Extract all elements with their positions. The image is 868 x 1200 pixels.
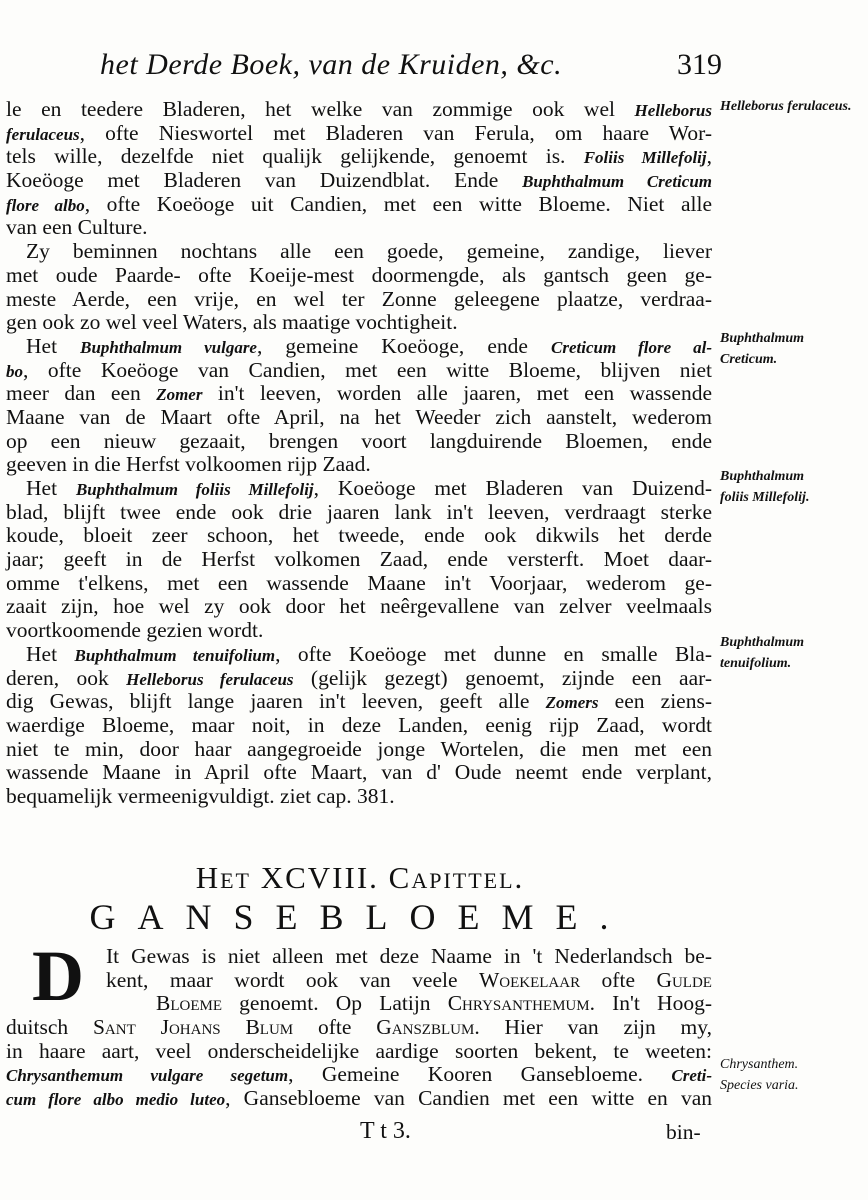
text-segment: , ofte Nieswortel met Bladeren van Ferula, om haare Wor- xyxy=(79,120,712,145)
text-line xyxy=(6,1040,712,1064)
text-segment: le en teedere Bladeren, het welke van zommige ook wel xyxy=(6,97,635,121)
text-line xyxy=(6,572,712,596)
text-segment: Het xyxy=(26,641,75,666)
text-line xyxy=(6,193,712,217)
text-segment: Het xyxy=(26,476,76,500)
text-segment: gen ook zo wel veel Waters, als maatige vochtigheit. xyxy=(6,310,458,335)
text-line xyxy=(6,169,712,193)
chapter-text xyxy=(6,936,712,1111)
text-segment: voortkoomende gezien wordt. xyxy=(6,618,264,643)
text-segment: dig Gewas, blijft lange jaaren in't leeven, geeft alle xyxy=(6,689,546,714)
italic-segment: cum flore albo medio luteo xyxy=(6,1090,226,1110)
text-line xyxy=(6,216,712,240)
text-segment: Het xyxy=(26,333,81,358)
italic-segment: Creti- xyxy=(671,1066,712,1086)
text-segment: zaait zijn, hoe wel zy ook door het neêrgevallene van zelver veelmaals xyxy=(6,594,712,619)
italic-segment: Zomer xyxy=(156,385,203,405)
text-segment: , ofte Koeöoge met dunne en smalle Bla- xyxy=(275,641,712,666)
smallcaps-segment: Gulde xyxy=(656,967,712,992)
text-line xyxy=(6,288,712,312)
text-segment: , Koeöoge met Bladeren van Duizend- xyxy=(313,476,712,500)
smallcaps-segment: Bloeme xyxy=(156,991,222,1016)
margin-note: Helleborus ferulaceus. xyxy=(720,99,852,114)
text-segment: . Hier van zijn my, xyxy=(474,1015,712,1040)
text-line xyxy=(6,643,712,667)
italic-segment: Buphthalmum vulgare xyxy=(80,337,257,357)
text-segment: omme t'elkens, met een wassende Maane in't Voorjaar, wederom ge- xyxy=(6,570,712,595)
text-segment: genoemt. Op Latijn xyxy=(222,991,448,1016)
text-line xyxy=(6,969,712,993)
text-segment: , Gansebloeme van Candien met een witte en van xyxy=(225,1086,712,1111)
text-segment: kent, maar wordt ook van veele xyxy=(106,967,479,992)
text-line xyxy=(6,122,712,146)
text-line xyxy=(6,714,712,738)
smallcaps-segment: Chrysanthemum xyxy=(447,991,590,1016)
margin-note: Buphthalmum Creticum. xyxy=(720,331,805,367)
text-segment: koude, bloeit zeer schoon, het tweede, ende ook dikwils het derde xyxy=(6,523,712,548)
text-line xyxy=(6,524,712,548)
text-line xyxy=(6,501,712,525)
italic-segment: Foliis Millefolij xyxy=(583,148,707,168)
text-line xyxy=(6,761,712,785)
text-line xyxy=(6,311,712,335)
running-header xyxy=(100,48,720,88)
text-segment: waerdige Bloeme, maar noit, in deze Landen, eenig rijp Zaad, wordt xyxy=(6,712,712,737)
text-line xyxy=(6,548,712,572)
text-segment: , xyxy=(706,144,712,169)
text-line xyxy=(6,1087,712,1111)
text-segment: jaar; geeft in de Herfst volkomen Zaad, ende versterft. Moet daar- xyxy=(6,547,712,572)
text-line xyxy=(6,98,712,122)
catchword: bin- xyxy=(666,1120,701,1144)
text-segment: duitsch xyxy=(6,1015,93,1040)
italic-segment: Creticum flore al- xyxy=(551,337,712,357)
text-segment: bequamelijk vermeenigvuldigt. ziet cap. 381. xyxy=(6,783,395,808)
text-segment: ofte xyxy=(293,1015,377,1040)
margin-note: Buphthalmum tenuifolium. xyxy=(720,635,805,671)
margin-note: Buphthalmum foliis Millefolij. xyxy=(720,469,810,505)
text-segment: meste Aerde, een vrije, en wel ter Zonne geleegene plaatze, verdraa- xyxy=(6,286,712,311)
text-segment: It Gewas is niet alleen met deze Naame in 't Nederlandsch be- xyxy=(106,944,712,968)
italic-segment: bo xyxy=(6,361,23,381)
text-line xyxy=(6,264,712,288)
text-line xyxy=(6,945,712,969)
text-segment: , Gemeine Kooren Gansebloeme. xyxy=(288,1062,672,1087)
text-line xyxy=(6,359,712,383)
text-line xyxy=(6,690,712,714)
margin-note: Chrysanthem. Species varia. xyxy=(720,1057,799,1093)
italic-segment: Buphthalmum Creticum xyxy=(522,172,712,192)
text-line xyxy=(6,667,712,691)
italic-segment: Buphthalmum tenuifolium xyxy=(74,645,276,665)
text-segment: wassende Maane in April ofte Maart, van d' Oude neemt ende verplant, xyxy=(6,760,712,785)
text-line xyxy=(6,619,712,643)
text-line xyxy=(6,738,712,762)
italic-segment: Helleborus ferulaceus xyxy=(126,669,294,689)
text-segment: (gelijk gezegt) genoemt, zijnde een aar- xyxy=(293,665,712,690)
text-segment: in haare aart, veel onderscheidelijke aardige soorten bekent, te weeten: xyxy=(6,1038,712,1063)
text-segment: geeven in die Herfst volkoomen rijp Zaad. xyxy=(6,452,371,477)
italic-segment: ferulaceus xyxy=(6,124,80,144)
smallcaps-segment: Ganszblum xyxy=(376,1015,475,1040)
text-segment: , ofte Koeöoge uit Candien, met een witte Bloeme. Niet alle xyxy=(84,191,712,216)
drop-cap: D xyxy=(32,936,84,1016)
text-line xyxy=(6,145,712,169)
text-segment: van een Culture. xyxy=(6,215,148,240)
text-segment: met oude Paarde- ofte Koeije-mest doormengde, als gantsch geen ge- xyxy=(6,262,712,287)
text-line xyxy=(6,453,712,477)
text-line xyxy=(6,240,712,264)
chapter-heading: Het XCVIII. Capittel. xyxy=(195,860,525,895)
chapter-title: GANSEBLOEME. xyxy=(89,897,631,937)
text-segment: , gemeine Koeöoge, ende xyxy=(256,333,552,358)
text-segment: een ziens- xyxy=(598,689,713,714)
text-segment: deren, ook xyxy=(6,665,127,690)
running-title: het Derde Boek, van de Kruiden, &c. xyxy=(100,48,563,81)
text-segment: op een nieuw gezaait, brengen voort langduirende Bloemen, ende xyxy=(6,428,712,453)
signature-mark: T t 3. xyxy=(360,1118,411,1144)
page-number: 319 xyxy=(677,48,722,81)
text-segment: niet te min, door haar aangegroeide jonge Wortelen, die men met een xyxy=(6,736,712,761)
text-line xyxy=(6,1063,712,1087)
text-line xyxy=(6,785,712,809)
text-line xyxy=(6,382,712,406)
text-segment: Maane van de Maart ofte April, na het Weeder zich aanstelt, wederom xyxy=(6,404,712,429)
text-line xyxy=(6,595,712,619)
text-segment: Koeöoge met Bladeren van Duizendblat. Ende xyxy=(6,168,523,193)
text-line xyxy=(6,477,712,501)
text-line xyxy=(6,406,712,430)
italic-segment: flore albo xyxy=(6,195,85,215)
text-segment: . In't Hoog- xyxy=(589,991,712,1016)
text-segment: tels wille, dezelfde niet qualijk gelijkende, genoemt is. xyxy=(6,144,584,169)
text-line xyxy=(6,1016,712,1040)
text-segment: Zy beminnen nochtans alle een goede, gemeine, zandige, liever xyxy=(26,239,712,264)
main-text xyxy=(6,98,712,809)
smallcaps-segment: Woekelaar xyxy=(478,967,581,992)
italic-segment: Zomers xyxy=(545,693,599,713)
text-line xyxy=(6,992,712,1016)
text-segment: blad, blijft twee ende ook drie jaaren lank in't leeven, verdraagt sterke xyxy=(6,499,712,524)
text-segment: meer dan een xyxy=(6,381,157,406)
text-line xyxy=(6,335,712,359)
italic-segment: Helleborus xyxy=(634,101,712,120)
text-segment: in't leeven, worden alle jaaren, met een wassende xyxy=(202,381,712,406)
text-segment: ofte xyxy=(580,967,657,992)
text-segment: , ofte Koeöoge van Candien, met een witte Bloeme, blijven niet xyxy=(23,357,712,382)
text-line xyxy=(6,430,712,454)
italic-segment: Buphthalmum foliis Millefolij xyxy=(75,480,314,499)
italic-segment: Chrysanthemum vulgare segetum xyxy=(6,1066,289,1086)
smallcaps-segment: Sant Johans Blum xyxy=(92,1015,294,1040)
